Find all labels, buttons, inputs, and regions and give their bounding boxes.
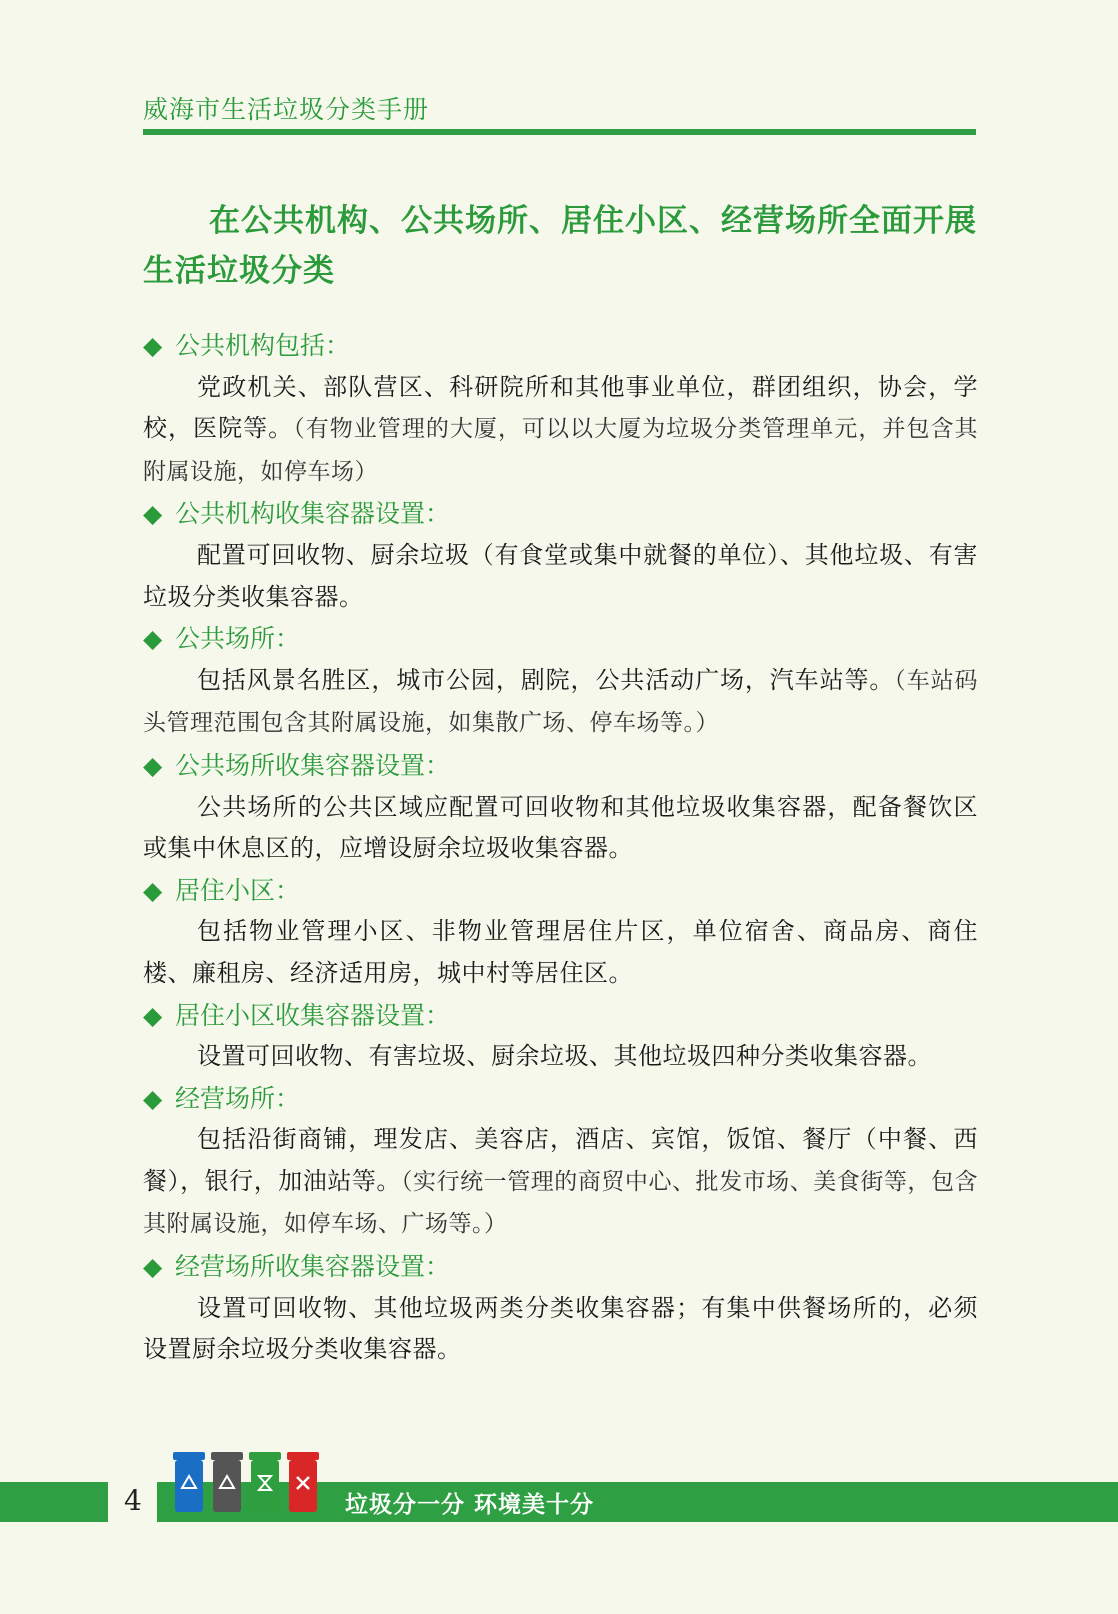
header-rule bbox=[143, 129, 976, 135]
section-heading-text: 经营场所收集容器设置： bbox=[175, 1252, 451, 1282]
section-body bbox=[143, 1119, 978, 1246]
section-body-text: 包括沿街商铺，理发店、美容店，酒店、宾馆，饭馆、餐厅（中餐、西餐），银行，加油站等。 bbox=[143, 1125, 978, 1195]
section-heading-text: 居住小区收集容器设置： bbox=[175, 1000, 451, 1030]
section-body-text: 设置可回收物、其他垃圾两类分类收集容器；有集中供餐场所的，必须设置厨余垃圾分类收集容器。 bbox=[143, 1293, 978, 1364]
section-body bbox=[143, 535, 978, 618]
diamond-bullet-icon: ◆ bbox=[143, 499, 163, 529]
trash-bins-illustration bbox=[172, 1450, 332, 1516]
header-title: 威海市生活垃圾分类手册 bbox=[143, 95, 430, 124]
section-heading bbox=[143, 618, 978, 660]
section-body-text: 包括物业管理小区、非物业管理居住片区，单位宿舍、商品房、商住楼、廉租房、经济适用房，城中村等居住区。 bbox=[143, 917, 978, 987]
section-heading-text: 公共机构包括： bbox=[175, 331, 351, 360]
section-note: （车站码头管理范围包含其附属设施，如集散广场、停车场等。） bbox=[143, 667, 979, 737]
section-heading bbox=[143, 325, 978, 367]
diamond-bullet-icon: ◆ bbox=[143, 1083, 163, 1113]
section-note: （有物业管理的大厦，可以以大厦为垃圾分类管理单元，并包含其附属设施，如停车场） bbox=[143, 416, 979, 485]
bin-red bbox=[286, 1450, 320, 1514]
section-heading bbox=[143, 995, 978, 1037]
bin-green bbox=[248, 1450, 282, 1514]
section-heading-text: 公共场所： bbox=[175, 624, 301, 654]
bin-grey bbox=[210, 1450, 244, 1514]
section-body bbox=[143, 1036, 978, 1078]
section-body bbox=[143, 660, 978, 745]
section-body bbox=[143, 1288, 978, 1371]
section-heading bbox=[143, 1246, 978, 1288]
section-heading-text: 居住小区： bbox=[175, 875, 301, 905]
diamond-bullet-icon: ◆ bbox=[143, 750, 163, 780]
section-body-text: 党政机关、部队营区、科研院所和其他事业单位，群团组织，协会，学校，医院等。 bbox=[143, 372, 978, 443]
diamond-bullet-icon: ◆ bbox=[143, 1252, 163, 1282]
page-number: 4 bbox=[124, 1484, 142, 1517]
section-body-text: 设置可回收物、有害垃圾、厨余垃圾、其他垃圾四种分类收集容器。 bbox=[197, 1042, 932, 1071]
slogan: 垃圾分一分 环境美十分 bbox=[345, 1491, 595, 1518]
section-body bbox=[143, 911, 978, 994]
section-body bbox=[143, 367, 978, 494]
section-heading-text: 经营场所： bbox=[175, 1083, 301, 1113]
section-heading bbox=[143, 745, 978, 787]
footer-bar-left bbox=[0, 1482, 108, 1522]
section-heading bbox=[143, 1078, 978, 1120]
section-body bbox=[143, 787, 978, 870]
section-heading-text: 公共场所收集容器设置： bbox=[175, 750, 451, 780]
content bbox=[143, 325, 978, 1371]
main-title: 在公共机构、公共场所、居住小区、经营场所全面开展生活垃圾分类 bbox=[143, 203, 977, 289]
diamond-bullet-icon: ◆ bbox=[143, 875, 163, 905]
diamond-bullet-icon: ◆ bbox=[143, 624, 163, 654]
diamond-bullet-icon: ◆ bbox=[143, 1000, 163, 1030]
section-heading bbox=[143, 870, 978, 912]
section-body-text: 包括风景名胜区，城市公园，剧院，公共活动广场，汽车站等。 bbox=[197, 665, 895, 694]
section-heading-text: 公共机构收集容器设置： bbox=[175, 499, 451, 529]
section-body-text: 配置可回收物、厨余垃圾（有食堂或集中就餐的单位）、其他垃圾、有害垃圾分类收集容器。 bbox=[143, 540, 978, 611]
bin-blue bbox=[172, 1450, 206, 1514]
section-body-text: 公共场所的公共区域应配置可回收物和其他垃圾收集容器，配备餐饮区或集中休息区的，应增设厨余垃圾收集容器。 bbox=[143, 792, 978, 863]
diamond-bullet-icon: ◆ bbox=[143, 331, 163, 360]
section-heading bbox=[143, 493, 978, 535]
section-note: （实行统一管理的商贸中心、批发市场、美食街等，包含其附属设施，如停车场、广场等。） bbox=[143, 1168, 979, 1238]
